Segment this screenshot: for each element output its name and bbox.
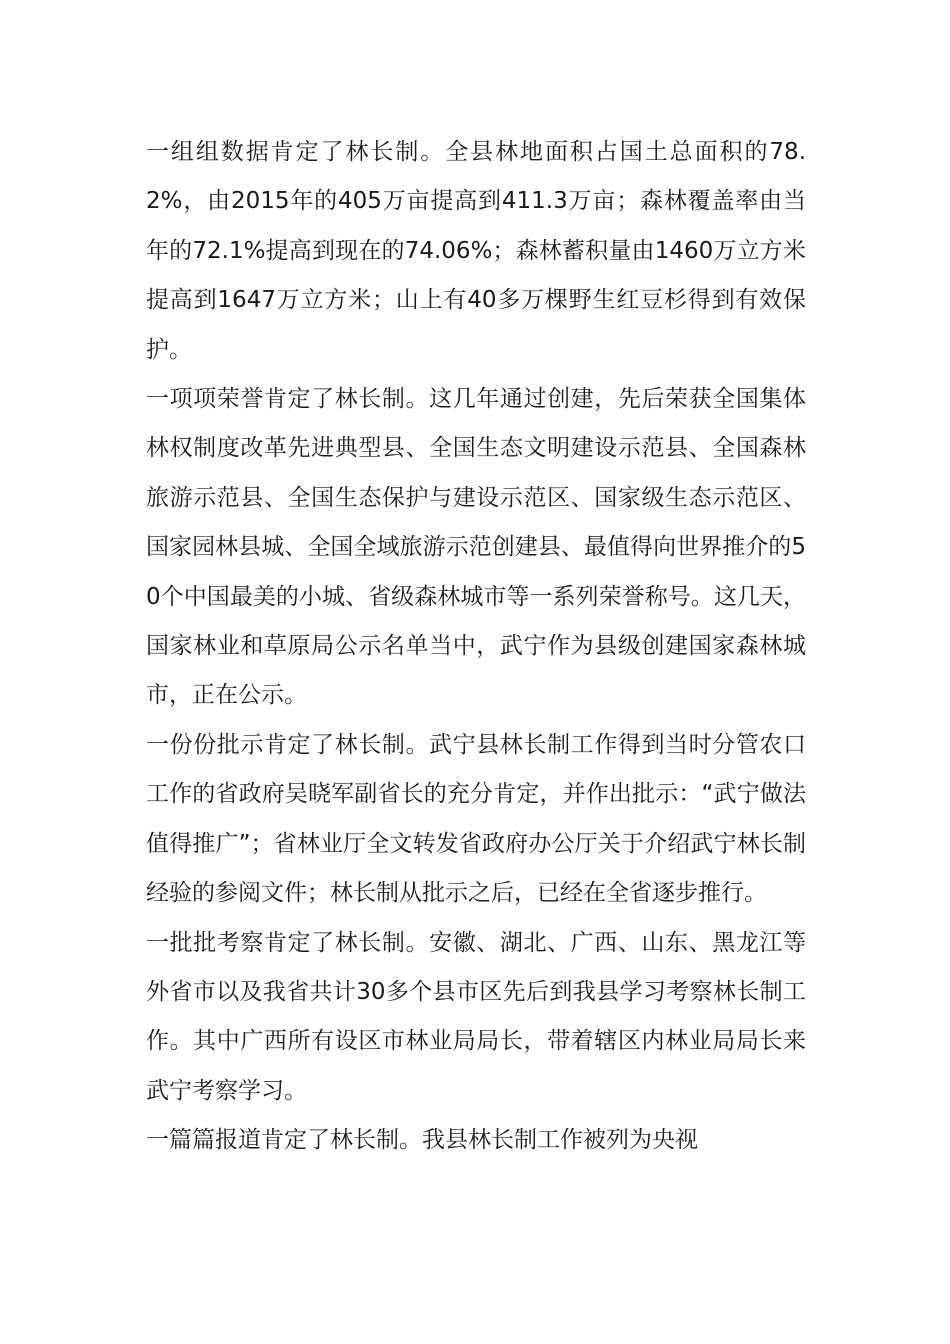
paragraph-instructions: 一份份批示肯定了林长制。武宁县林长制工作得到当时分管农口工作的省政府吴晓军副省长的充分肯定，并作出批示：“武宁做法值得推广”；省林业厅全文转发省政府办公厅关于介绍武宁林长制经验的参阅文件；林长制从批示之后，已经在全省逐步推行。: [146, 731, 806, 907]
paragraph-honors: 一项项荣誉肯定了林长制。这几年通过创建，先后荣获全国集体林权制度改革先进典型县、全国生态文明建设示范县、全国森林旅游示范县、全国生态保护与建设示范区、国家级生态示范区、国家园林县城、全国全域旅游示范创建县、最值得向世界推介的50个中国最美的小城、省级森林城市等一系列荣誉称号。这几天，国家林业和草原局公示名单当中，武宁作为县级创建国家森林城市，正在公示。: [146, 386, 806, 709]
paragraph-inspections: 一批批考察肯定了林长制。安徽、湖北、广西、山东、黑龙江等外省市以及我省共计30多个县市区先后到我县学习考察林长制工作。其中广西所有设区市林业局局长，带着辖区内林业局局长来武宁考察学习。: [146, 929, 806, 1104]
document-body: [146, 128, 806, 1166]
paragraph-reports: 一篇篇报道肯定了林长制。我县林长制工作被列为央视: [146, 1127, 698, 1154]
paragraph-statistics: 一组组数据肯定了林长制。全县林地面积占国土总面积的78.2%，由2015年的405万亩提高到411.3万亩；森林覆盖率由当年的72.1%提高到现在的74.06%；森林蓄积量由1460万立方米提高到1647万立方米；山上有40多万棵野生红豆杉得到有效保护。: [146, 139, 806, 363]
